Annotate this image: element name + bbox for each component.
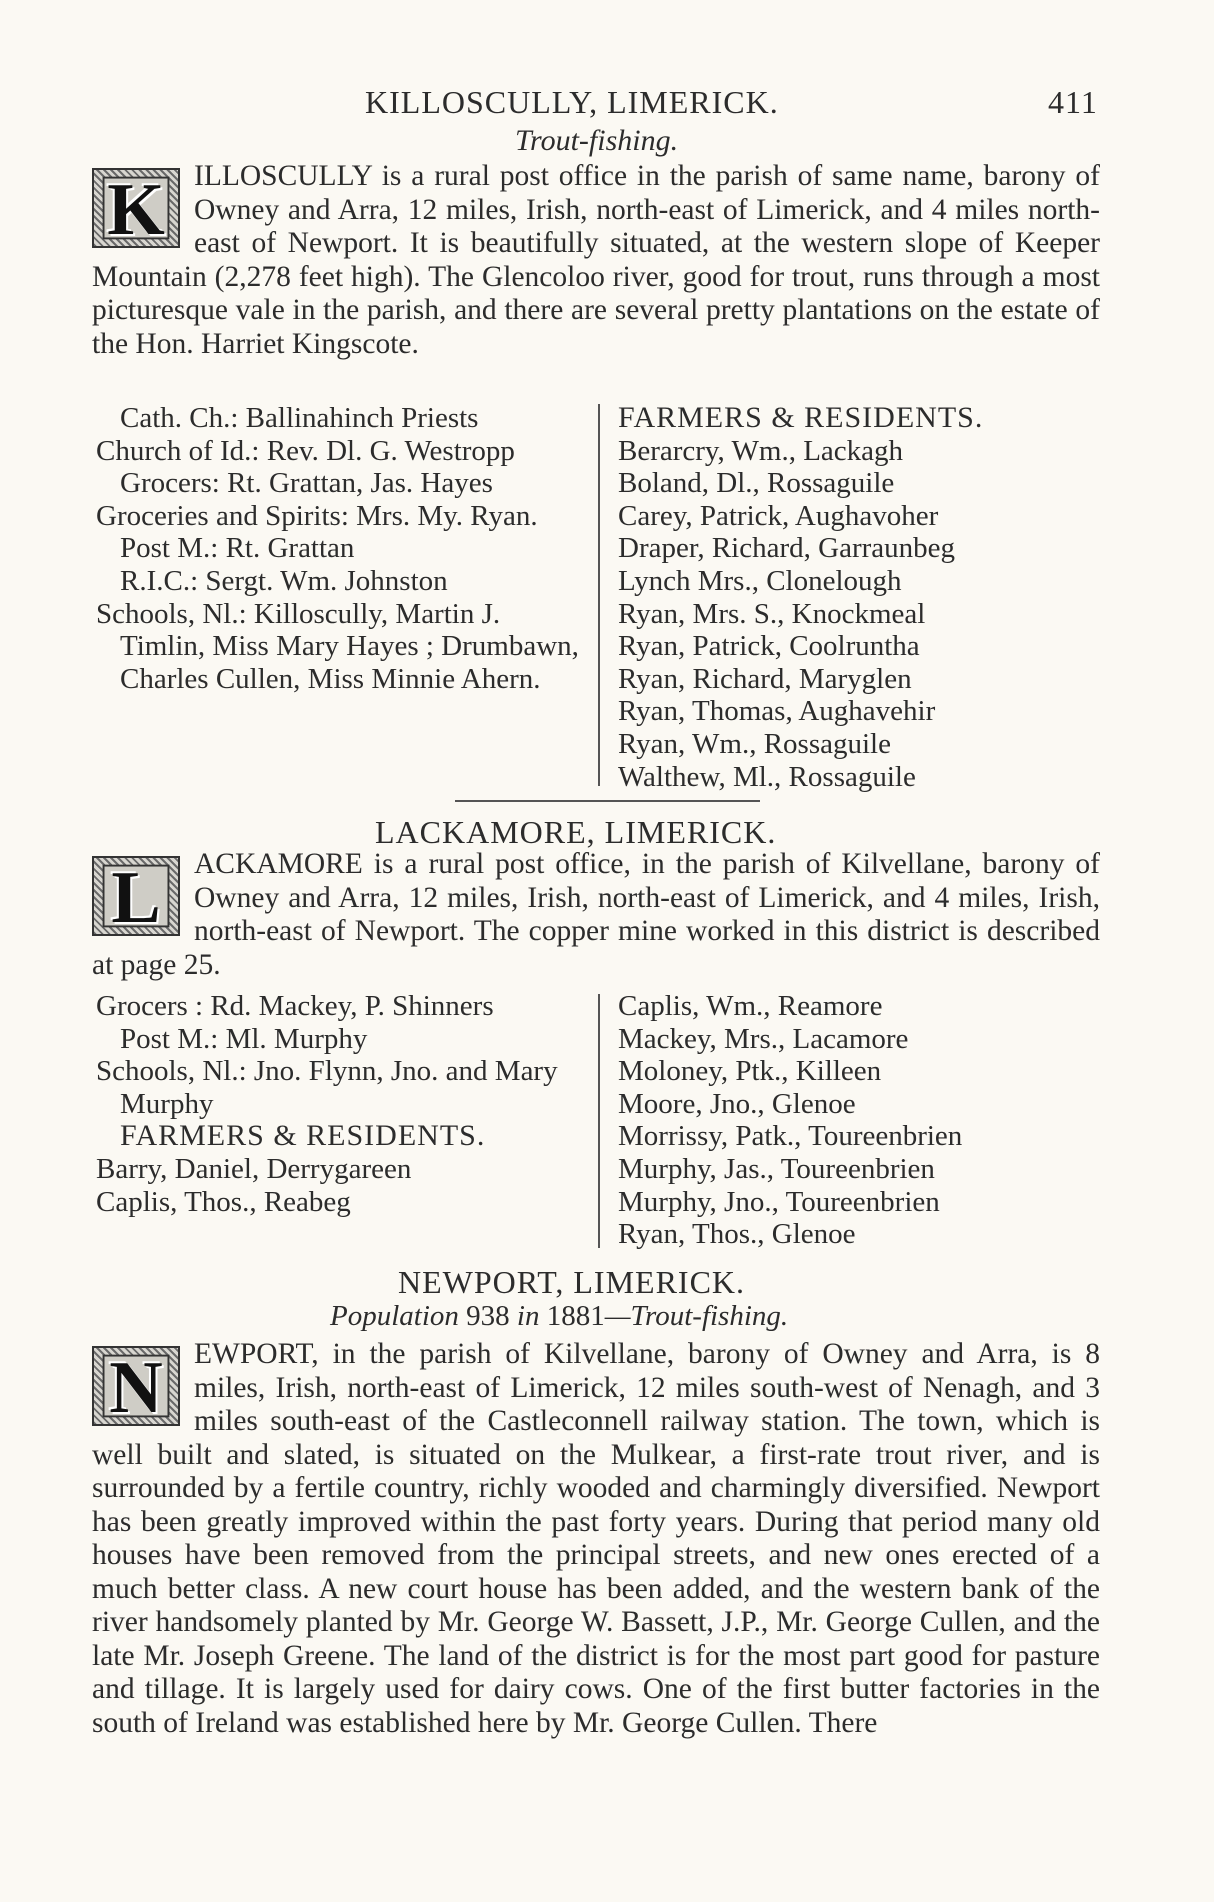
entry-groceries-spirits: Groceries and Spirits: Mrs. My. Ryan. bbox=[96, 499, 538, 532]
farmer-entry: Lynch Mrs., Clonelough bbox=[618, 564, 902, 597]
newport-subtitle bbox=[330, 1300, 788, 1332]
farmer-entry: Carey, Patrick, Aughavoher bbox=[618, 499, 939, 532]
entry-grocers: Grocers: Rt. Grattan, Jas. Hayes bbox=[120, 467, 493, 500]
entry-schools: Schools, Nl.: Jno. Flynn, Jno. and Mary Murphy bbox=[96, 1055, 558, 1120]
running-head: KILLOSCULLY, LIMERICK. bbox=[365, 84, 779, 120]
farmer-entry: Ryan, Thos., Glenoe bbox=[618, 1218, 856, 1251]
entry-church-ireland: Church of Id.: Rev. Dl. G. Westropp bbox=[96, 434, 515, 467]
farmer-entry: Ryan, Mrs. S., Knockmeal bbox=[618, 597, 926, 630]
lackamore-right-column bbox=[618, 990, 1098, 1251]
farmers-heading: FARMERS & RESIDENTS. bbox=[618, 401, 984, 434]
farmer-entry: Barry, Daniel, Derrygareen bbox=[96, 1152, 412, 1185]
subtitle-in: in bbox=[516, 1300, 540, 1332]
killoscully-text: ILLOSCULLY is a rural post office in the parish of same name, barony of Owney and Arra, 12 miles, Irish, north-east of Limerick, and 4 miles north-east of Newport. It is beautifully situated, at the western slope of Keeper Mountain (2,278 feet high). The Glencoloo river, good for trout, runs through a most picturesque vale in the parish, and there are several pretty plantations on the estate of the Hon. Harriet Kingscote. bbox=[92, 160, 1100, 360]
killoscully-left-column bbox=[96, 402, 586, 695]
subtitle-year: 1881 bbox=[546, 1300, 605, 1332]
farmer-entry: Ryan, Thomas, Aughavehir bbox=[618, 695, 936, 728]
farmer-entry: Boland, Dl., Rossaguile bbox=[618, 467, 895, 500]
entry-cath-church: Cath. Ch.: Ballinahinch Priests bbox=[120, 402, 479, 434]
farmer-entry: Moore, Jno., Glenoe bbox=[618, 1087, 856, 1120]
subtitle-population: Population bbox=[330, 1300, 459, 1332]
lackamore-text: ACKAMORE is a rural post office, in the parish of Kilvellane, barony of Owney and Arra, 12 miles, Irish, north-east of Limerick, and 4 miles, Irish, north-east of Newport. The copper mine worked in this district is described at page 25. bbox=[92, 848, 1100, 981]
entry-post-master: Post M.: Ml. Murphy bbox=[120, 1022, 368, 1055]
entry-post-master: Post M.: Rt. Grattan bbox=[120, 532, 355, 565]
newport-heading: NEWPORT, LIMERICK. bbox=[398, 1264, 746, 1300]
newport-text: EWPORT, in the parish of Kilvellane, barony of Owney and Arra, is 8 miles, Irish, north-east of Limerick, 12 miles south-west of Nenagh, and 3 miles south-east of the Castleconnell railway station. The town, which is well built and slated, is situated on the Mulkear, a first-rate trout river, and is surrounded by a fertile country, richly wooded and charmingly diversified. Newport has been greatly improved within the past forty years. During that period many old houses have been removed from the principal streets, and new ones erected of a much better class. A new court house has been added, and the western bank of the river handsomely planted by Mr. George W. Bassett, J.P., Mr. George Cullen, and the late Mr. Joseph Greene. The land of the district is for the most part good for pasture and tillage. It is largely used for dairy cows. One of the first butter factories in the south of Ireland was established here by Mr. George Cullen. There bbox=[92, 1338, 1100, 1739]
farmer-entry: Ryan, Wm., Rossaguile bbox=[618, 727, 891, 760]
lackamore-paragraph bbox=[92, 848, 1100, 982]
farmer-entry: Draper, Richard, Garraunbeg bbox=[618, 532, 956, 565]
entry-ric: R.I.C.: Sergt. Wm. Johnston bbox=[120, 564, 448, 597]
farmer-entry: Berarcry, Wm., Lackagh bbox=[618, 434, 904, 467]
section-rule bbox=[455, 800, 760, 802]
farmer-entry: Caplis, Wm., Reamore bbox=[618, 990, 883, 1022]
entry-grocers: Grocers : Rd. Mackey, P. Shinners bbox=[96, 990, 494, 1022]
subtitle-number: 938 bbox=[466, 1300, 510, 1332]
farmer-entry: Caplis, Thos., Reabeg bbox=[96, 1185, 351, 1218]
dropcap-l-icon: L bbox=[92, 856, 180, 936]
farmers-heading: FARMERS & RESIDENTS. bbox=[120, 1119, 486, 1153]
dropcap-n-icon: N bbox=[92, 1346, 180, 1426]
killoscully-right-column bbox=[618, 402, 1098, 793]
dropcap-k-icon: K bbox=[92, 168, 180, 248]
farmer-entry: Moloney, Ptk., Killeen bbox=[618, 1055, 882, 1088]
farmer-entry: Morrissy, Patk., Toureenbrien bbox=[618, 1120, 963, 1153]
farmer-entry: Walthew, Ml., Rossaguile bbox=[618, 760, 916, 793]
subtitle-tail: —Trout-fishing. bbox=[604, 1300, 789, 1332]
farmer-entry: Ryan, Richard, Maryglen bbox=[618, 662, 912, 695]
column-divider bbox=[598, 404, 600, 786]
lackamore-heading: LACKAMORE, LIMERICK. bbox=[375, 814, 777, 850]
page-number: 411 bbox=[1048, 84, 1098, 120]
killoscully-paragraph bbox=[92, 160, 1100, 361]
lackamore-left-column bbox=[96, 990, 586, 1218]
farmer-entry: Murphy, Jas., Toureenbrien bbox=[618, 1152, 935, 1185]
killoscully-subtitle: Trout-fishing. bbox=[515, 124, 679, 157]
column-divider bbox=[598, 994, 600, 1248]
entry-schools: Schools, Nl.: Killoscully, Martin J. Timlin, Miss Mary Hayes ; Drumbawn, Charles Cullen, Miss Minnie Ahern. bbox=[96, 597, 579, 695]
farmer-entry: Ryan, Patrick, Coolruntha bbox=[618, 630, 920, 663]
newport-paragraph bbox=[92, 1338, 1100, 1740]
farmer-entry: Murphy, Jno., Toureenbrien bbox=[618, 1185, 940, 1218]
farmer-entry: Mackey, Mrs., Lacamore bbox=[618, 1022, 909, 1055]
